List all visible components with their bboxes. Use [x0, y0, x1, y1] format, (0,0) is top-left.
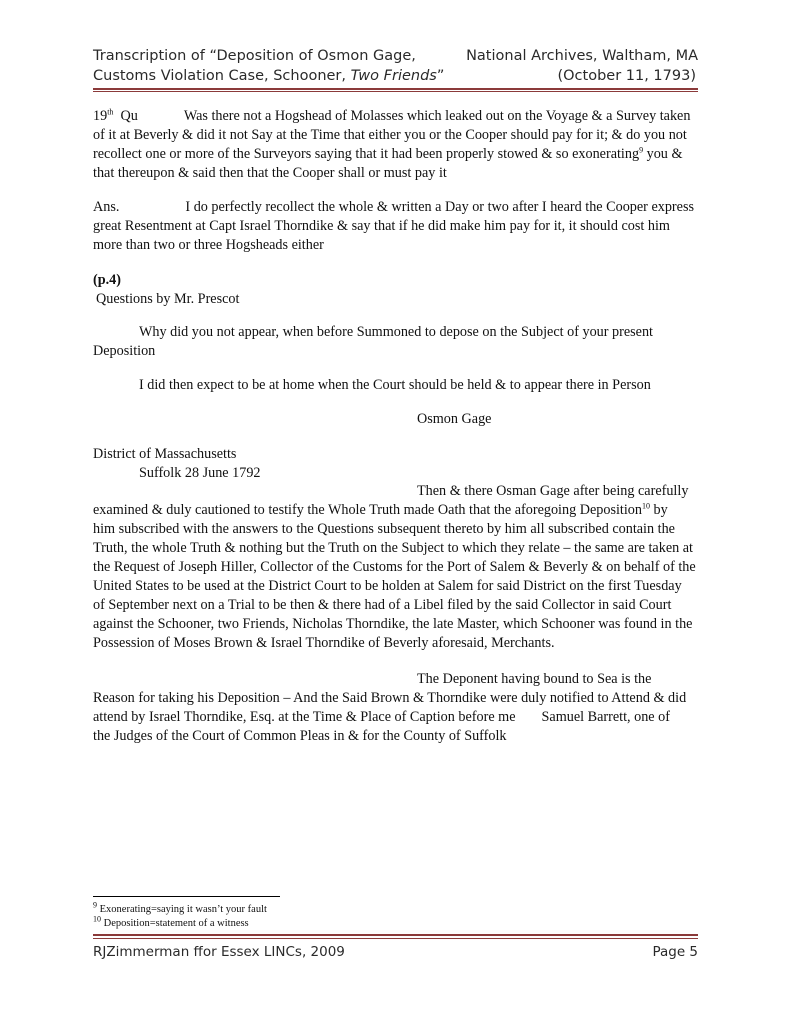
page-header [93, 46, 698, 86]
answer-19: Ans. I do perfectly recollect the whole & written a Day or two after I heard the Cooper express great Resentment at Capt Israel Thorndike & say that if he did make him pay for it, it should cost him more than two or three Hogsheads either [93, 199, 694, 253]
page-marker: (p.4) Questions by Mr. Prescot [93, 272, 240, 307]
header-rule-thin [93, 91, 698, 92]
question-prescot: Why did you not appear, when before Summoned to depose on the Subject of your present Deposition [93, 324, 653, 359]
page-number: Page 5 [652, 944, 698, 960]
header-title-line2: Customs Violation Case, Schooner, Two Friends” [93, 68, 445, 84]
footnote-10: $^{10}$ Deposition=statement of a witness [93, 914, 249, 929]
footnote-separator [93, 896, 280, 897]
district-heading: District of Massachusetts Suffolk 28 June 1792 [93, 446, 261, 481]
header-title-line1: Transcription of “Deposition of Osmon Gage, [93, 48, 416, 64]
jurat-paragraph: Then & there Osman Gage after being carefully examined & duly cautioned to testify the Whole Truth made Oath that the aforegoing Deposition$^{10}$ by him subscribed with the answers to the Questions subsequent thereto by him all subscribed contain the Truth, the whole Truth & nothing but the Truth on the Subject to which they relate – the same are taken at the Request of Joseph Hiller, Collector of the Customs for the Port of Salem & Beverly & on behalf of the United States to be used at the District Court to be holden at Salem for said District on the first Tuesday of September next on a Trial to be then & there had of a Libel filed by the said Collector in said Court against the Schooner, two Friends, Nicholas Thorndike, the late Master, which Schooner was found in the Possession of Moses Brown & Israel Thorndike of Beverly aforesaid, Merchants. [93, 483, 696, 651]
deponent-paragraph: The Deponent having bound to Sea is the Reason for taking his Deposition – And the Said Brown & Thorndike were duly notified to Attend & did attend by Israel Thorndike, Esq. at the Time & Place of Caption before me Samuel Barrett, one of the Judges of the Court of Common Pleas in & for the County of Suffolk [93, 671, 687, 744]
header-row-2 [93, 66, 698, 86]
page-footer [93, 944, 698, 960]
footer-credit: RJZimmerman ffor Essex LINCs, 2009 [93, 944, 345, 960]
header-row-1 [93, 46, 698, 66]
question-19: 19th Qu Was there not a Hogshead of Molasses which leaked out on the Voyage & a Survey taken of it at Beverly & did it not Say at the Time that either you or the Cooper should pay for it; & do you not recollect one or more of the Surveyors saying that it had been properly stowed & so exonerating$^9$ you & that thereupon & said then that the Cooper shall or must pay it [93, 107, 691, 181]
header-archive: National Archives, Waltham, MA [466, 48, 698, 64]
footer-rule [93, 934, 698, 936]
signature-osmon-gage: Osmon Gage [417, 411, 492, 427]
footnote-9: $^9$ Exonerating=saying it wasn’t your fault [93, 900, 267, 915]
header-date: (October 11, 1793) [557, 68, 696, 84]
answer-prescot: I did then expect to be at home when the Court should be held & to appear there in Person [139, 377, 651, 393]
header-rule [93, 88, 698, 90]
footer-rule-thin [93, 938, 698, 939]
